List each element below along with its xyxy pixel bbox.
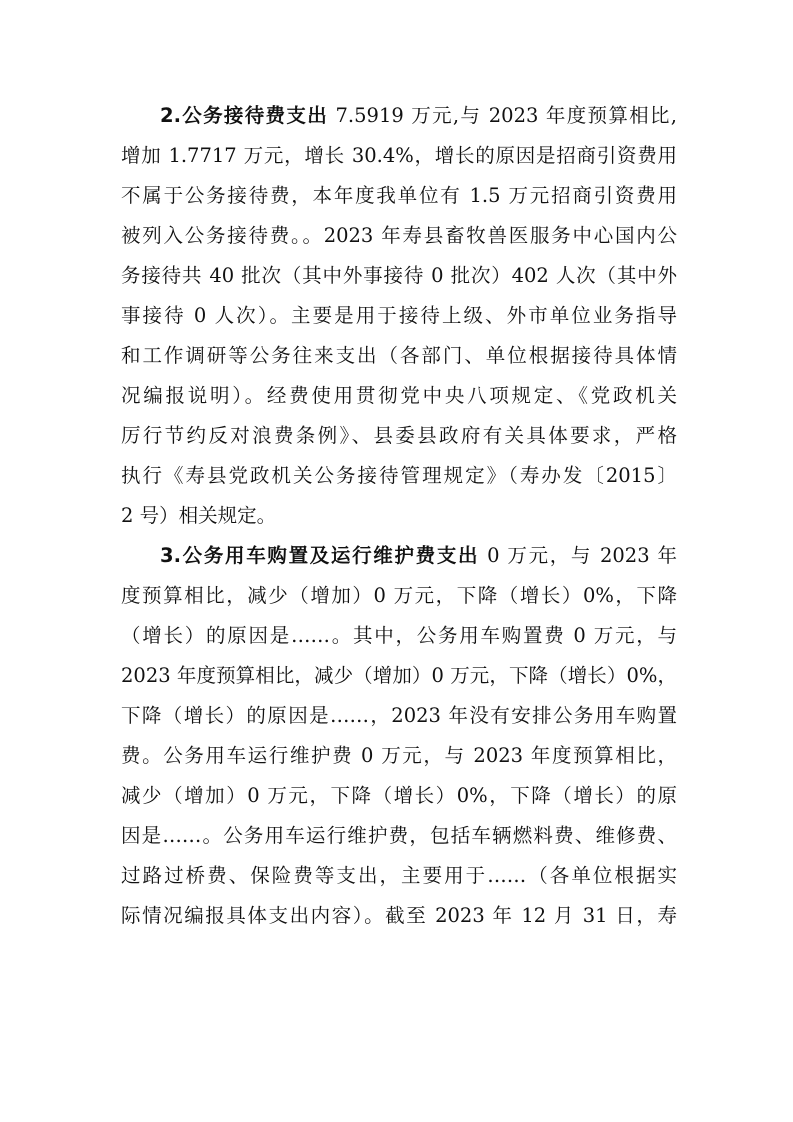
text-line: 因是……。公务用车运行维护费，包括车辆燃料费、维修费、	[121, 824, 677, 847]
paragraph-first-line	[121, 96, 677, 136]
text-line: 事接待 0 人次）。主要是用于接待上级、外市单位业务指导	[121, 304, 677, 327]
text-line: 厉行节约反对浪费条例》、县委县政府有关具体要求，严格	[121, 424, 677, 447]
text-line: 增加 1.7717 万元，增长 30.4%，增长的原因是招商引资费用	[121, 144, 677, 167]
text-line: 下降（增长）的原因是……，2023 年没有安排公务用车购置	[121, 704, 677, 727]
text-line: 和工作调研等公务往来支出（各部门、单位根据接待具体情	[121, 344, 677, 367]
section-heading-vehicle: 3.公务用车购置及运行维护费支出	[160, 544, 480, 567]
text-line: 不属于公务接待费，本年度我单位有 1.5 万元招商引资费用	[121, 184, 677, 207]
text-line: 际情况编报具体支出内容）。截至 2023 年 12 月 31 日，寿	[121, 904, 677, 927]
text-line: 况编报说明）。经费使用贯彻党中央八项规定、《党政机关	[121, 384, 677, 407]
text-line: 务接待共 40 批次（其中外事接待 0 批次）402 人次（其中外	[121, 264, 677, 287]
text-line: 2023 年度预算相比，减少（增加）0 万元，下降（增长）0%，	[121, 664, 677, 687]
text-line: 度预算相比，减少（增加）0 万元，下降（增长）0%，下降	[121, 584, 677, 607]
text-line: 执行《寿县党政机关公务接待管理规定》（寿办发〔2015〕	[121, 464, 677, 487]
text-line: 费。公务用车运行维护费 0 万元，与 2023 年度预算相比，	[121, 744, 677, 767]
text-line: （增长）的原因是……。其中，公务用车购置费 0 万元，与	[121, 624, 677, 647]
paragraph-reception-expense	[121, 96, 677, 536]
text-line: 被列入公务接待费。。2023 年寿县畜牧兽医服务中心国内公	[121, 224, 677, 247]
document-body	[121, 96, 677, 936]
paragraph-first-line	[121, 536, 677, 576]
first-line-text: 7.5919 万元,与 2023 年度预算相比,	[328, 104, 677, 127]
paragraph-vehicle-expense	[121, 536, 677, 936]
text-line: 减少（增加）0 万元，下降（增长）0%，下降（增长）的原	[121, 784, 677, 807]
text-line: 过路过桥费、保险费等支出，主要用于……（各单位根据实	[121, 864, 677, 887]
section-heading-reception: 2.公务接待费支出	[160, 104, 329, 127]
text-line-last: 2 号）相关规定。	[121, 504, 277, 527]
first-line-text: 0 万元，与 2023 年	[479, 544, 677, 567]
